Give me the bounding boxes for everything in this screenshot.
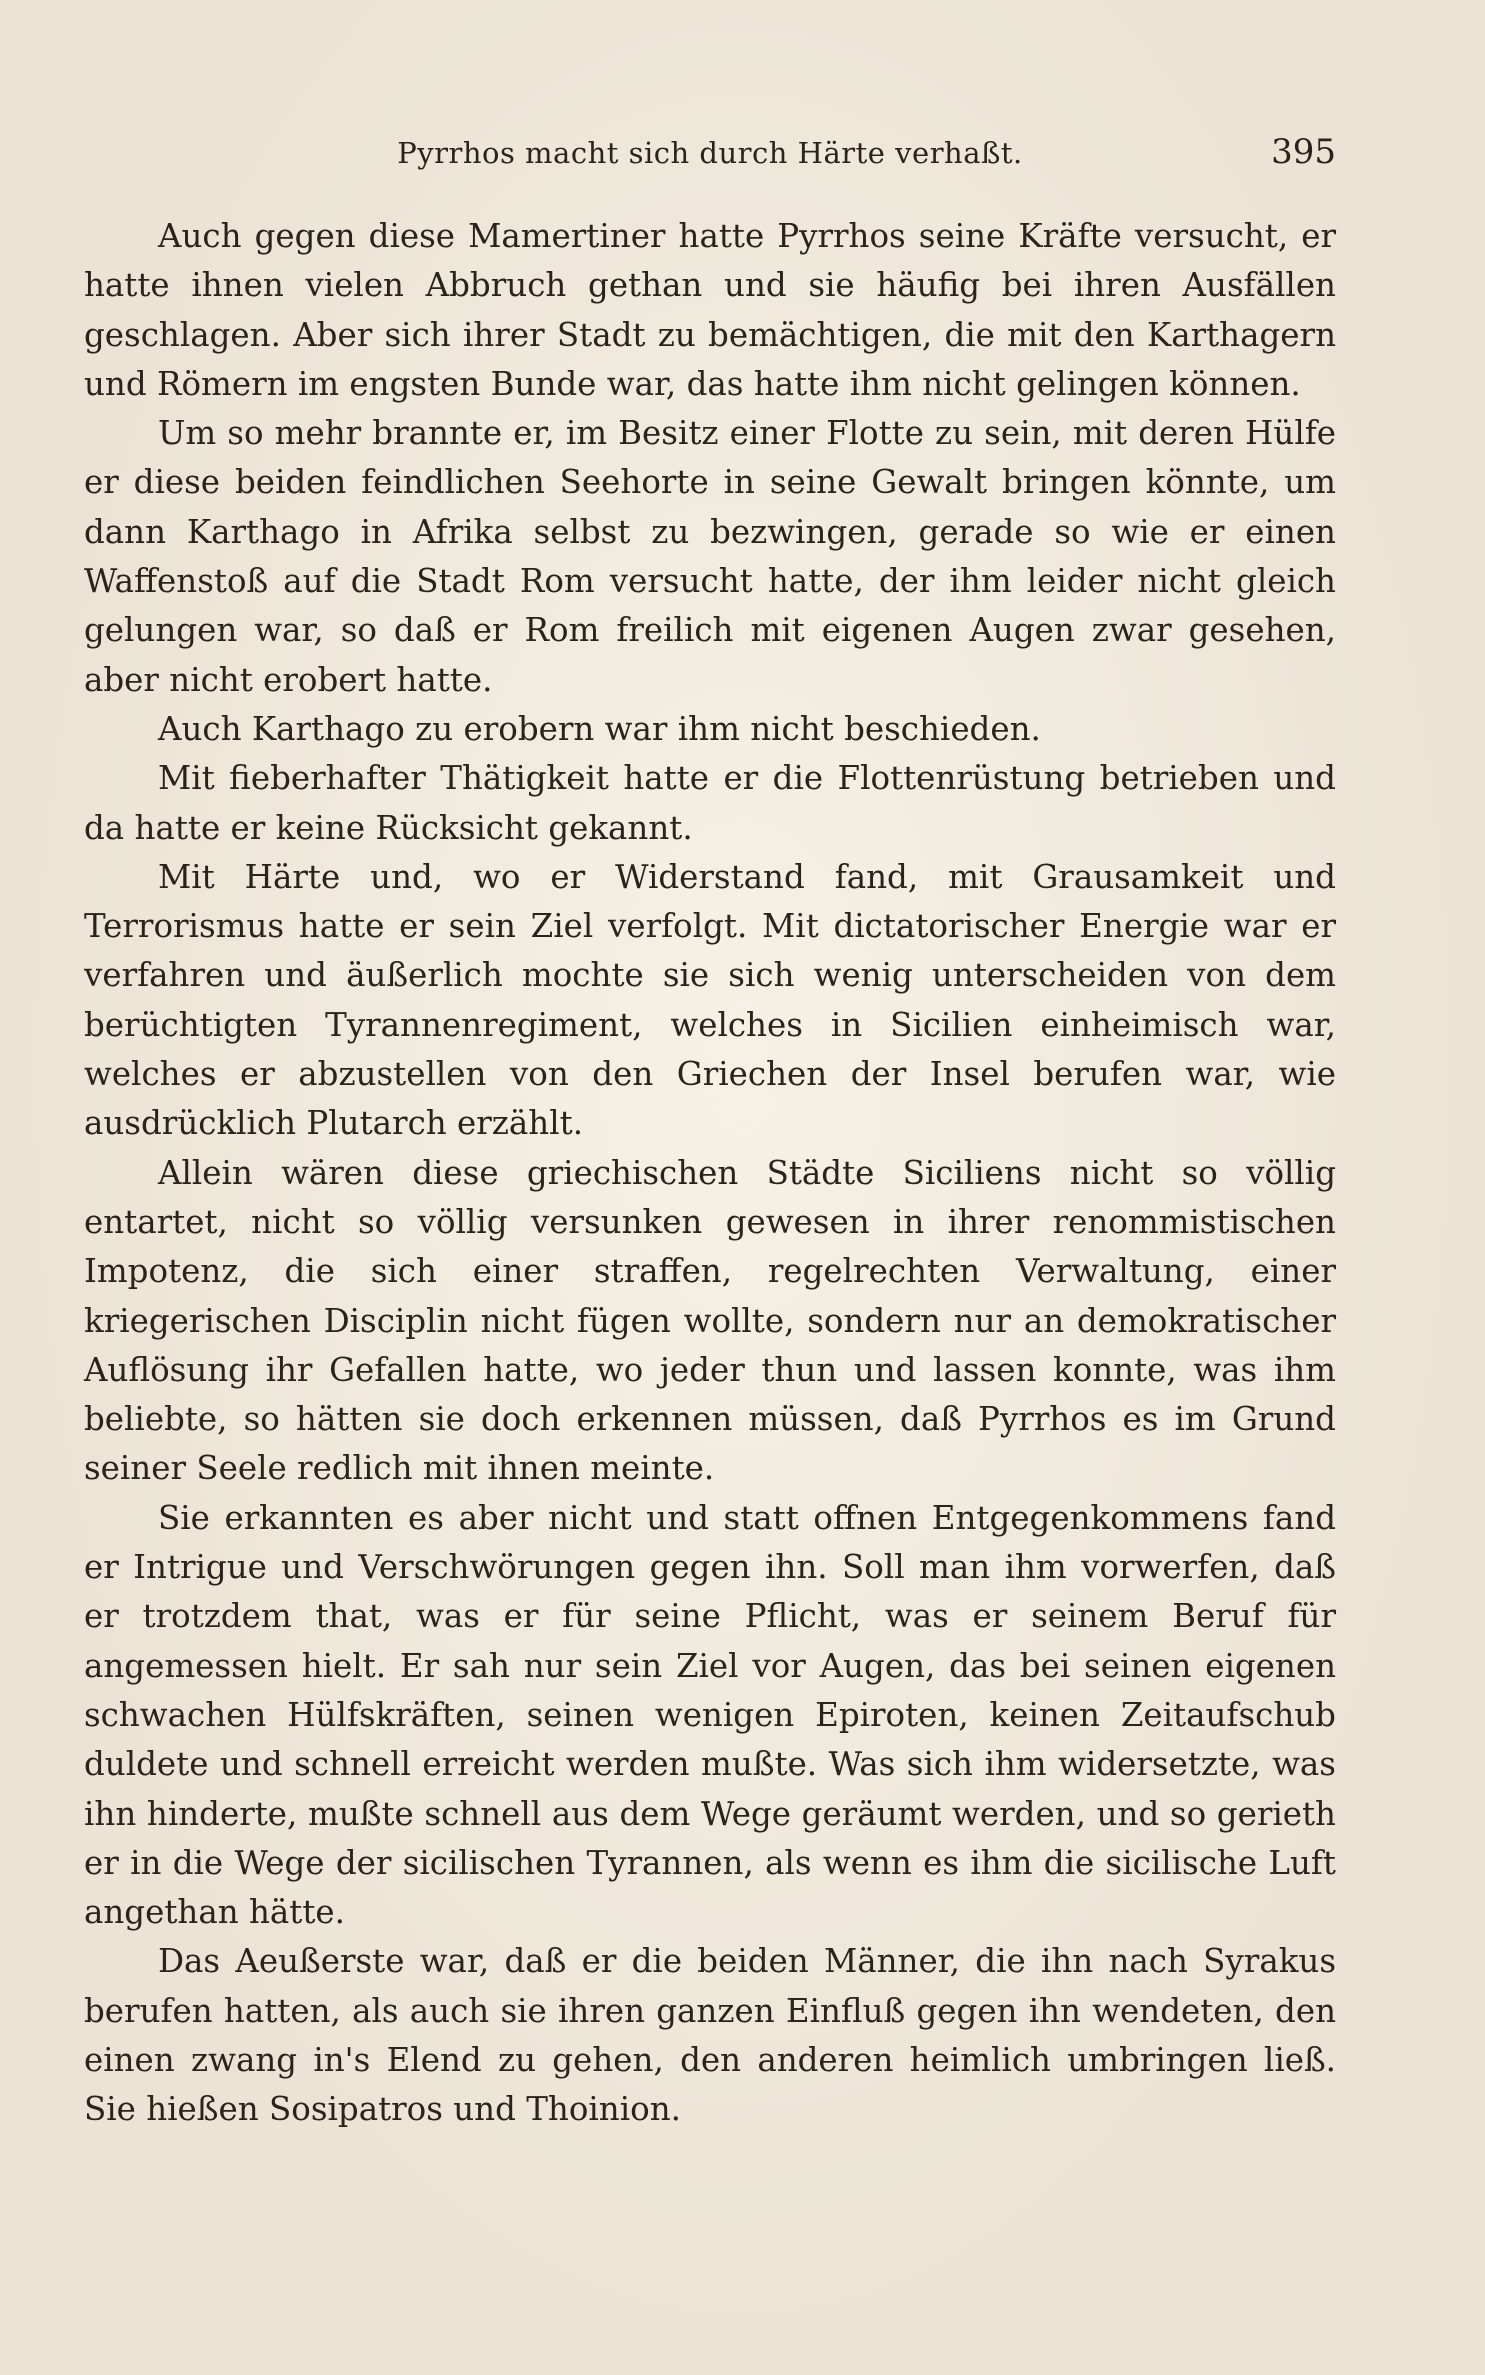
running-head <box>84 132 1336 178</box>
paragraph: Um so mehr brannte er, im Besitz einer Flotte zu sein, mit deren Hülfe er diese beiden feindlichen Seehorte in seine Gewalt bringen könnte, um dann Karthago in Afrika selbst zu bezwingen, gerade so wie er einen Waffenstoß auf die Stadt Rom versucht hatte, der ihm leider nicht gleich gelungen war, so daß er Rom freilich mit eigenen Augen zwar gesehen, aber nicht erobert hatte. <box>84 414 1336 699</box>
running-title: Pyrrhos macht sich durch Härte verhaßt. <box>397 136 1023 170</box>
paragraph: Sie erkannten es aber nicht und statt offnen Entgegenkommens fand er Intrigue und Verschwörungen gegen ihn. Soll man ihm vorwerfen, daß er trotzdem that, was er für seine Pflicht, was er seinem Beruf für angemessen hielt. Er sah nur sein Ziel vor Augen, das bei seinen eigenen schwachen Hülfskräften, seinen wenigen Epiroten, keinen Zeitaufschub duldete und schnell erreicht werden mußte. Was sich ihm widersetzte, was ihn hinderte, mußte schnell aus dem Wege geräumt werden, und so gerieth er in die Wege der sicilischen Tyrannen, als wenn es ihm die sicilische Luft angethan hätte. <box>84 1498 1336 1932</box>
paragraph: Auch gegen diese Mamertiner hatte Pyrrhos seine Kräfte versucht, er hatte ihnen vielen Abbruch gethan und sie häufig bei ihren Ausfällen geschlagen. Aber sich ihrer Stadt zu bemächtigen, die mit den Karthagern und Römern im engsten Bunde war, das hatte ihm nicht gelingen können. <box>84 217 1336 403</box>
paragraph: Das Aeußerste war, daß er die beiden Männer, die ihn nach Syrakus berufen hatten, als auch sie ihren ganzen Einfluß gegen ihn wendeten, den einen zwang in's Elend zu gehen, den anderen heimlich umbringen ließ. Sie hießen Sosipatros und Thoinion. <box>84 1942 1336 2129</box>
paragraph: Mit Härte und, wo er Widerstand fand, mit Grausamkeit und Terrorismus hatte er sein Ziel verfolgt. Mit dictatorischer Energie war er verfahren und äußerlich mochte sie sich wenig unterscheiden von dem berüchtigten Tyrannenregiment, welches in Sicilien einheimisch war, welches er abzustellen von den Griechen der Insel berufen war, wie ausdrücklich Plutarch erzählt. <box>84 857 1336 1143</box>
paragraph: Auch Karthago zu erobern war ihm nicht beschieden. <box>158 709 1041 748</box>
page-number: 395 <box>1271 132 1336 172</box>
paragraph: Allein wären diese griechischen Städte Siciliens nicht so völlig entartet, nicht so völlig versunken gewesen in ihrer renommistischen Impotenz, die sich einer straffen, regelrechten Verwaltung, einer kriegerischen Disciplin nicht fügen wollte, sondern nur an demokratischer Auflösung ihr Gefallen hatte, wo jeder thun und lassen konnte, was ihm beliebte, so hätten sie doch erkennen müssen, daß Pyrrhos es im Grund seiner Seele redlich mit ihnen meinte. <box>84 1153 1336 1488</box>
paragraph: Mit fieberhafter Thätigkeit hatte er die Flottenrüstung betrieben und da hatte er keine Rücksicht gekannt. <box>84 759 1336 847</box>
body-text <box>84 212 1336 2135</box>
